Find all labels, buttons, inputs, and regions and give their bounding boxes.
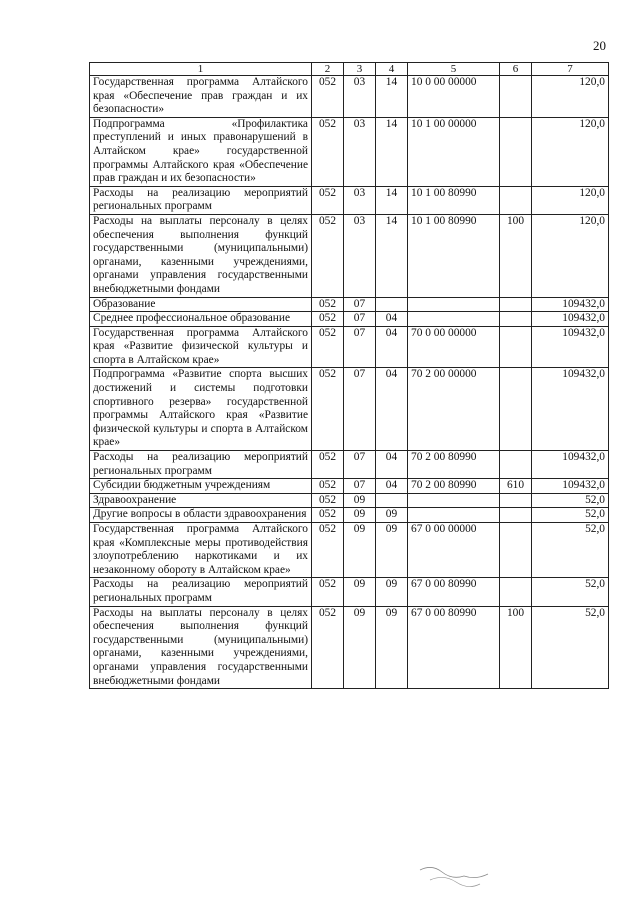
ministry-code-cell: 052 (312, 76, 344, 118)
amount-cell: 109432,0 (532, 368, 609, 451)
section-code-cell: 07 (344, 368, 376, 451)
target-article-cell: 10 1 00 80990 (408, 186, 500, 214)
row-name-cell: Государственная программа Алтайского края «Комплексные меры противодействия злоупотреблению наркотиками и их незаконному обороту в Алтайском крае» (90, 523, 312, 578)
table-row (90, 117, 609, 186)
expense-type-cell (500, 508, 532, 523)
expense-type-cell (500, 368, 532, 451)
subsection-code-cell: 09 (376, 606, 408, 689)
target-article-cell: 67 0 00 80990 (408, 606, 500, 689)
ministry-code-cell: 052 (312, 578, 344, 606)
expense-type-cell (500, 76, 532, 118)
handwritten-mark (418, 862, 498, 890)
section-code-cell: 07 (344, 479, 376, 494)
subsection-code-cell: 04 (376, 451, 408, 479)
ministry-code-cell: 052 (312, 214, 344, 297)
expense-type-cell (500, 297, 532, 312)
amount-cell: 52,0 (532, 578, 609, 606)
amount-cell: 120,0 (532, 214, 609, 297)
table-row (90, 493, 609, 508)
target-article-cell: 67 0 00 80990 (408, 578, 500, 606)
table-row (90, 297, 609, 312)
amount-cell: 52,0 (532, 508, 609, 523)
column-header: 2 (312, 63, 344, 76)
row-name-cell: Расходы на реализацию мероприятий региональных программ (90, 186, 312, 214)
amount-cell: 109432,0 (532, 312, 609, 327)
amount-cell: 52,0 (532, 493, 609, 508)
ministry-code-cell: 052 (312, 493, 344, 508)
target-article-cell: 10 1 00 00000 (408, 117, 500, 186)
expense-type-cell (500, 451, 532, 479)
ministry-code-cell: 052 (312, 606, 344, 689)
ministry-code-cell: 052 (312, 479, 344, 494)
expense-type-cell (500, 312, 532, 327)
target-article-cell: 67 0 00 00000 (408, 523, 500, 578)
subsection-code-cell: 14 (376, 186, 408, 214)
section-code-cell: 07 (344, 312, 376, 327)
table-row (90, 578, 609, 606)
column-header: 6 (500, 63, 532, 76)
ministry-code-cell: 052 (312, 117, 344, 186)
subsection-code-cell: 09 (376, 508, 408, 523)
row-name-cell: Государственная программа Алтайского края «Развитие физической культуры и спорта в Алтайском крае» (90, 326, 312, 368)
row-name-cell: Подпрограмма «Развитие спорта высших достижений и системы подготовки спортивного резерва» государственной программы Алтайского края «Развитие физической культуры и спорта в Алтайском крае» (90, 368, 312, 451)
ministry-code-cell: 052 (312, 508, 344, 523)
table-row (90, 312, 609, 327)
row-name-cell: Образование (90, 297, 312, 312)
subsection-code-cell: 04 (376, 312, 408, 327)
target-article-cell: 70 2 00 80990 (408, 479, 500, 494)
expense-type-cell (500, 117, 532, 186)
target-article-cell (408, 312, 500, 327)
target-article-cell (408, 493, 500, 508)
expense-type-cell (500, 578, 532, 606)
row-name-cell: Подпрограмма «Профилактика преступлений и иных правонарушений в Алтайском крае» государственной программы Алтайского края «Обеспечение прав граждан и их безопасности» (90, 117, 312, 186)
amount-cell: 120,0 (532, 76, 609, 118)
target-article-cell (408, 297, 500, 312)
section-code-cell: 09 (344, 508, 376, 523)
target-article-cell: 70 0 00 00000 (408, 326, 500, 368)
row-name-cell: Расходы на реализацию мероприятий региональных программ (90, 578, 312, 606)
row-name-cell: Государственная программа Алтайского края «Обеспечение прав граждан и их безопасности» (90, 76, 312, 118)
amount-cell: 52,0 (532, 606, 609, 689)
amount-cell: 120,0 (532, 117, 609, 186)
expense-type-cell: 100 (500, 214, 532, 297)
section-code-cell: 09 (344, 493, 376, 508)
row-name-cell: Среднее профессиональное образование (90, 312, 312, 327)
budget-table (89, 62, 609, 689)
ministry-code-cell: 052 (312, 451, 344, 479)
expense-type-cell (500, 326, 532, 368)
section-code-cell: 09 (344, 578, 376, 606)
ministry-code-cell: 052 (312, 523, 344, 578)
column-header: 4 (376, 63, 408, 76)
table-row (90, 326, 609, 368)
table-header-row (90, 63, 609, 76)
section-code-cell: 07 (344, 297, 376, 312)
section-code-cell: 03 (344, 214, 376, 297)
amount-cell: 109432,0 (532, 326, 609, 368)
section-code-cell: 03 (344, 76, 376, 118)
table-row (90, 479, 609, 494)
row-name-cell: Другие вопросы в области здравоохранения (90, 508, 312, 523)
expense-type-cell: 610 (500, 479, 532, 494)
table-row (90, 508, 609, 523)
page-number: 20 (593, 38, 606, 53)
expense-type-cell (500, 493, 532, 508)
ministry-code-cell: 052 (312, 312, 344, 327)
row-name-cell: Расходы на выплаты персоналу в целях обеспечения выполнения функций государственными (муниципальными) органами, казенными учреждениями, органами управления государственными внебюджетными фондами (90, 214, 312, 297)
row-name-cell: Расходы на выплаты персоналу в целях обеспечения выполнения функций государственными (муниципальными) органами, казенными учреждениями, органами управления государственными внебюджетными фондами (90, 606, 312, 689)
table-row (90, 76, 609, 118)
expense-type-cell: 100 (500, 606, 532, 689)
section-code-cell: 03 (344, 186, 376, 214)
subsection-code-cell: 14 (376, 214, 408, 297)
table-row (90, 368, 609, 451)
table-row (90, 606, 609, 689)
section-code-cell: 09 (344, 606, 376, 689)
row-name-cell: Субсидии бюджетным учреждениям (90, 479, 312, 494)
subsection-code-cell: 04 (376, 368, 408, 451)
subsection-code-cell: 04 (376, 326, 408, 368)
table-row (90, 451, 609, 479)
amount-cell: 109432,0 (532, 479, 609, 494)
column-header: 1 (90, 63, 312, 76)
subsection-code-cell (376, 493, 408, 508)
section-code-cell: 09 (344, 523, 376, 578)
amount-cell: 52,0 (532, 523, 609, 578)
subsection-code-cell: 14 (376, 117, 408, 186)
column-header: 3 (344, 63, 376, 76)
target-article-cell: 10 0 00 00000 (408, 76, 500, 118)
ministry-code-cell: 052 (312, 186, 344, 214)
subsection-code-cell: 04 (376, 479, 408, 494)
subsection-code-cell: 09 (376, 523, 408, 578)
section-code-cell: 07 (344, 326, 376, 368)
column-header: 7 (532, 63, 609, 76)
table-row (90, 523, 609, 578)
amount-cell: 109432,0 (532, 451, 609, 479)
target-article-cell: 10 1 00 80990 (408, 214, 500, 297)
section-code-cell: 03 (344, 117, 376, 186)
subsection-code-cell (376, 297, 408, 312)
amount-cell: 120,0 (532, 186, 609, 214)
expense-type-cell (500, 186, 532, 214)
table-body (90, 76, 609, 689)
ministry-code-cell: 052 (312, 326, 344, 368)
ministry-code-cell: 052 (312, 368, 344, 451)
table-row (90, 214, 609, 297)
ministry-code-cell: 052 (312, 297, 344, 312)
subsection-code-cell: 09 (376, 578, 408, 606)
target-article-cell: 70 2 00 00000 (408, 368, 500, 451)
row-name-cell: Здравоохранение (90, 493, 312, 508)
row-name-cell: Расходы на реализацию мероприятий региональных программ (90, 451, 312, 479)
amount-cell: 109432,0 (532, 297, 609, 312)
section-code-cell: 07 (344, 451, 376, 479)
target-article-cell: 70 2 00 80990 (408, 451, 500, 479)
subsection-code-cell: 14 (376, 76, 408, 118)
target-article-cell (408, 508, 500, 523)
expense-type-cell (500, 523, 532, 578)
column-header: 5 (408, 63, 500, 76)
table-row (90, 186, 609, 214)
